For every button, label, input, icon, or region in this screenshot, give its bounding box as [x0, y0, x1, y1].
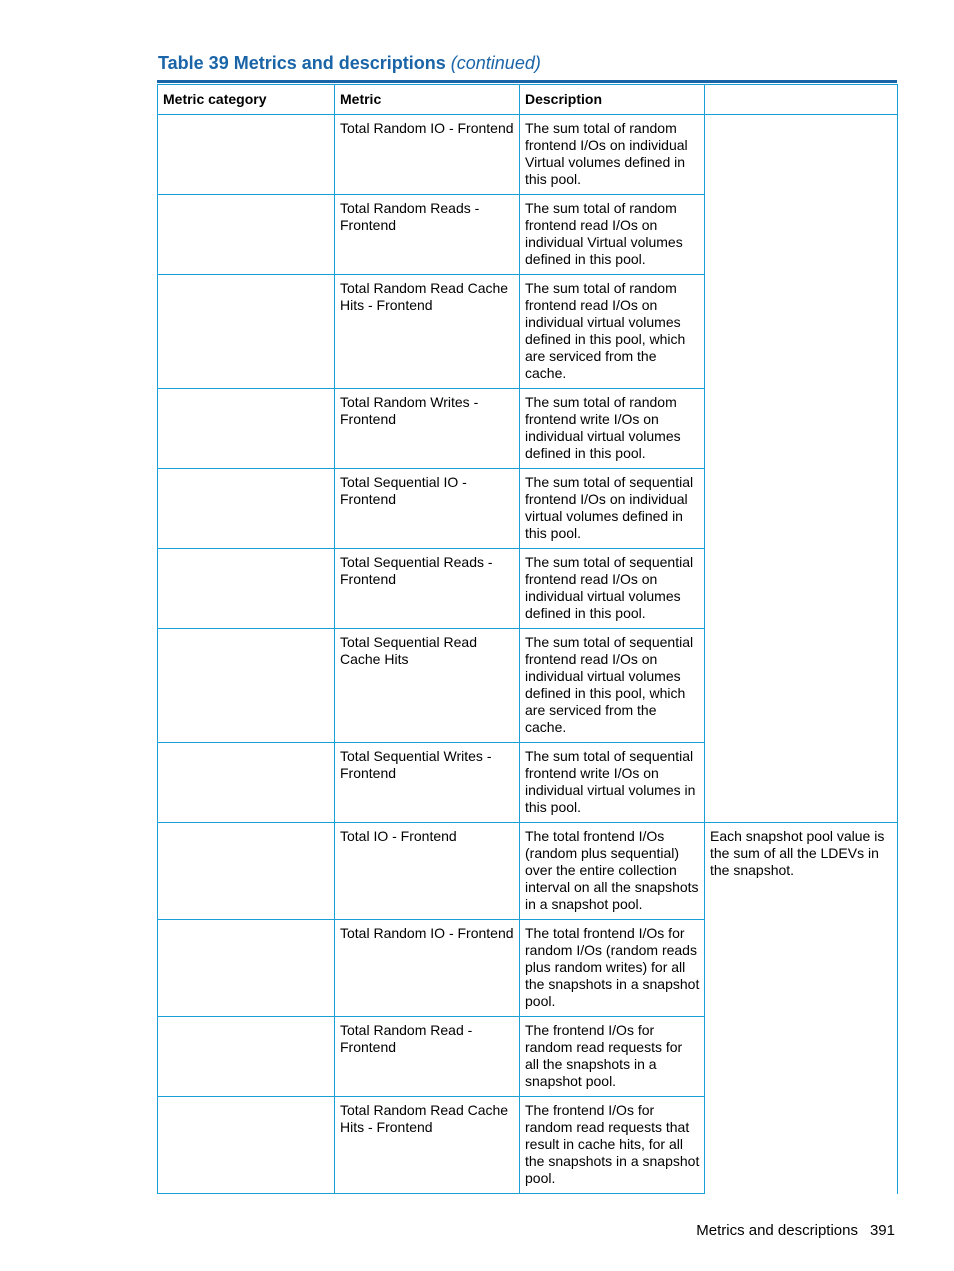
cell-metric: Total Random IO - Frontend: [335, 920, 520, 1017]
cell-category: [158, 920, 335, 1017]
cell-category: [158, 1097, 335, 1194]
table-row: [158, 115, 898, 195]
footer-section-title: Metrics and descriptions: [696, 1222, 858, 1239]
cell-category: [158, 1017, 335, 1097]
cell-category: [158, 275, 335, 389]
cell-category: [158, 389, 335, 469]
table-header-row: [158, 85, 898, 115]
header-metric-category: Metric category: [158, 85, 335, 115]
cell-category: [158, 115, 335, 195]
cell-description: The sum total of sequential frontend write I/Os on individual virtual volumes in this pool.: [520, 743, 705, 823]
cell-metric: Total Random Writes - Frontend: [335, 389, 520, 469]
header-description: Description: [520, 85, 705, 115]
cell-metric: Total Random Reads - Frontend: [335, 195, 520, 275]
page-footer: [696, 1222, 895, 1239]
cell-metric: Total Random IO - Frontend: [335, 115, 520, 195]
cell-description: The sum total of sequential frontend read I/Os on individual virtual volumes defined in this pool, which are serviced from the cache.: [520, 629, 705, 743]
table-continued-label: (continued): [450, 53, 541, 73]
table-title: Table 39 Metrics and descriptions: [158, 53, 446, 73]
cell-notes-snapshot-pool: Each snapshot pool value is the sum of all the LDEVs in the snapshot.: [705, 823, 898, 1194]
caption-rule: [157, 80, 897, 83]
cell-metric: Total Sequential Read Cache Hits: [335, 629, 520, 743]
table-row: [158, 823, 898, 920]
cell-metric: Total Random Read - Frontend: [335, 1017, 520, 1097]
header-notes: [705, 85, 898, 115]
cell-category: [158, 549, 335, 629]
cell-metric: Total Random Read Cache Hits - Frontend: [335, 1097, 520, 1194]
cell-metric: Total Random Read Cache Hits - Frontend: [335, 275, 520, 389]
table-caption: [158, 53, 541, 74]
cell-category: [158, 629, 335, 743]
metrics-table: [157, 84, 898, 1194]
cell-metric: Total Sequential IO - Frontend: [335, 469, 520, 549]
cell-description: The frontend I/Os for random read requests that result in cache hits, for all the snapshots in a snapshot pool.: [520, 1097, 705, 1194]
cell-description: The sum total of random frontend I/Os on individual Virtual volumes defined in this pool.: [520, 115, 705, 195]
cell-description: The sum total of sequential frontend read I/Os on individual virtual volumes defined in this pool.: [520, 549, 705, 629]
cell-metric: Total Sequential Writes - Frontend: [335, 743, 520, 823]
cell-metric: Total IO - Frontend: [335, 823, 520, 920]
cell-description: The frontend I/Os for random read requests for all the snapshots in a snapshot pool.: [520, 1017, 705, 1097]
page-number: 391: [869, 1222, 895, 1239]
cell-metric: Total Sequential Reads - Frontend: [335, 549, 520, 629]
cell-description: The sum total of sequential frontend I/Os on individual virtual volumes defined in this pool.: [520, 469, 705, 549]
cell-category: [158, 743, 335, 823]
header-metric: Metric: [335, 85, 520, 115]
cell-category: [158, 469, 335, 549]
cell-category: [158, 823, 335, 920]
cell-notes: [705, 115, 898, 823]
cell-description: The sum total of random frontend write I/Os on individual virtual volumes defined in this pool.: [520, 389, 705, 469]
cell-description: The total frontend I/Os (random plus sequential) over the entire collection interval on all the snapshots in a snapshot pool.: [520, 823, 705, 920]
cell-description: The total frontend I/Os for random I/Os (random reads plus random writes) for all the snapshots in a snapshot pool.: [520, 920, 705, 1017]
cell-category: [158, 195, 335, 275]
cell-description: The sum total of random frontend read I/Os on individual virtual volumes defined in this pool, which are serviced from the cache.: [520, 275, 705, 389]
cell-description: The sum total of random frontend read I/Os on individual Virtual volumes defined in this pool.: [520, 195, 705, 275]
